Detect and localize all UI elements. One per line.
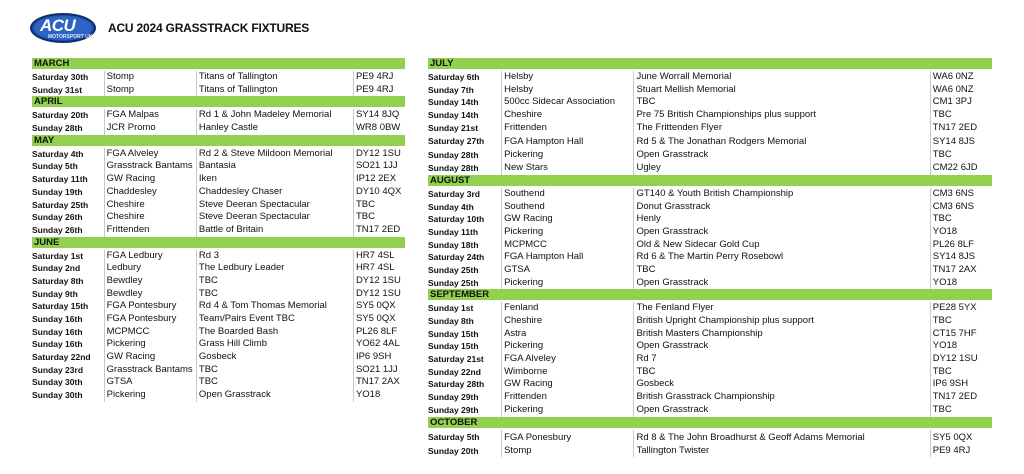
fixture-date: Sunday 15th	[428, 328, 479, 339]
fixture-venue: FGA Malpas	[104, 109, 196, 122]
fixture-date: Sunday 16th	[32, 326, 83, 337]
month-header-july: JULY	[428, 58, 992, 69]
fixture-date: Saturday 6th	[428, 72, 480, 82]
fixture-venue: Frittenden	[501, 122, 633, 135]
fixture-event: Gosbeck	[196, 351, 353, 364]
fixture-row	[32, 389, 405, 402]
fixture-postcode: PE28 5YX	[930, 302, 992, 315]
fixture-row	[32, 186, 405, 199]
fixture-row	[428, 366, 992, 379]
fixture-date: Sunday 15th	[428, 341, 479, 352]
fixture-event: Pre 75 British Championships plus support	[633, 109, 929, 122]
fixture-venue: Chaddesley	[104, 186, 196, 199]
fixture-event: British Upright Championship plus support	[633, 315, 929, 328]
fixture-postcode: IP6 9SH	[930, 378, 992, 391]
fixture-event: Steve Deeran Spectacular	[196, 199, 353, 212]
fixture-row	[32, 224, 405, 237]
fixture-event: Rd 1 & John Madeley Memorial	[196, 109, 353, 122]
fixture-event: The Fenland Flyer	[633, 302, 929, 315]
fixture-postcode: TBC	[930, 315, 992, 328]
fixture-row	[32, 71, 405, 84]
fixture-row	[428, 122, 992, 135]
fixture-postcode: WR8 0BW	[353, 122, 405, 135]
fixture-venue: Stomp	[501, 445, 633, 458]
fixture-row	[32, 122, 405, 135]
right-fixtures-column	[428, 58, 992, 457]
fixture-date: Saturday 24th	[428, 252, 485, 263]
fixture-event: Donut Grasstrack	[633, 201, 929, 214]
fixture-row	[428, 201, 992, 214]
fixture-date: Sunday 8th	[428, 316, 474, 326]
fixture-venue: 500cc Sidecar Association	[501, 96, 633, 109]
fixture-date: Saturday 1st	[32, 250, 84, 261]
fixture-row	[428, 353, 992, 366]
fixture-postcode: DY12 1SU	[930, 353, 992, 366]
fixture-date: Sunday 7th	[428, 84, 474, 95]
fixture-venue: Cheshire	[104, 211, 196, 224]
page-title: ACU 2024 GRASSTRACK FIXTURES	[108, 21, 310, 35]
fixture-venue: Stomp	[104, 84, 196, 97]
month-header-october: OCTOBER	[428, 417, 992, 428]
fixture-event: Stuart Mellish Memorial	[633, 84, 929, 97]
fixture-date: Sunday 31st	[32, 84, 83, 95]
fixture-row	[32, 313, 405, 326]
fixture-postcode: TN17 2AX	[930, 264, 992, 277]
fixture-postcode: PL26 8LF	[353, 326, 405, 339]
fixture-event: Open Grasstrack	[633, 404, 929, 417]
fixture-event: Bantasia	[196, 160, 353, 173]
fixture-venue: Pickering	[501, 226, 633, 239]
fixture-postcode: HR7 4SL	[353, 250, 405, 263]
fixture-row	[428, 96, 992, 109]
fixture-postcode: SY14 8JS	[930, 251, 992, 264]
fixture-row	[428, 162, 992, 175]
fixture-row	[428, 149, 992, 162]
fixture-row	[428, 134, 992, 149]
fixture-postcode: TBC	[930, 366, 992, 379]
fixture-postcode: SY5 0QX	[353, 313, 405, 326]
fixture-date: Saturday 11th	[32, 174, 88, 185]
fixture-venue: FGA Pontesbury	[104, 313, 196, 326]
fixture-event: TBC	[633, 264, 929, 277]
fixture-venue: Helsby	[501, 71, 633, 84]
month-header-august: AUGUST	[428, 175, 992, 186]
fixture-venue: Frittenden	[501, 391, 633, 404]
fixture-row	[32, 288, 405, 301]
fixture-event: Rd 8 & The John Broadhurst & Geoff Adams Memorial	[633, 430, 929, 445]
fixture-date: Saturday 22nd	[32, 352, 91, 363]
fixture-venue: Southend	[501, 188, 633, 201]
fixture-date: Sunday 11th	[428, 226, 479, 237]
fixture-date: Saturday 21st	[428, 354, 484, 365]
fixture-event: June Worrall Memorial	[633, 71, 929, 84]
fixture-row	[428, 71, 992, 84]
fixture-event: Rd 6 & The Martin Perry Rosebowl	[633, 251, 929, 264]
fixture-venue: Ledbury	[104, 262, 196, 275]
fixture-postcode: TBC	[930, 213, 992, 226]
logo-text: ACU	[40, 16, 76, 35]
fixture-row	[428, 378, 992, 391]
fixture-postcode: CM3 6NS	[930, 188, 992, 201]
fixture-row	[428, 239, 992, 252]
fixture-row	[32, 160, 405, 173]
month-header-september: SEPTEMBER	[428, 289, 992, 300]
fixture-postcode: TN17 2ED	[930, 122, 992, 135]
fixture-postcode: YO18	[930, 226, 992, 239]
fixture-venue: Stomp	[104, 71, 196, 84]
fixture-date: Sunday 16th	[32, 339, 83, 350]
fixture-postcode: SY14 8JS	[930, 134, 992, 149]
fixture-row	[32, 300, 405, 313]
fixture-event: Old & New Sidecar Gold Cup	[633, 239, 929, 252]
fixture-date: Sunday 30th	[32, 390, 83, 401]
fixture-date: Sunday 26th	[32, 212, 83, 223]
fixture-postcode: CM3 6NS	[930, 201, 992, 214]
fixture-postcode: CT15 7HF	[930, 328, 992, 341]
fixture-date: Sunday 25th	[428, 277, 479, 288]
fixture-row	[428, 264, 992, 277]
fixture-postcode: HR7 4SL	[353, 262, 405, 275]
fixture-postcode: TBC	[353, 199, 405, 212]
fixture-event: British Grasstrack Championship	[633, 391, 929, 404]
fixture-row	[428, 391, 992, 404]
fixture-row	[428, 445, 992, 458]
fixture-date: Sunday 20th	[428, 445, 479, 456]
page-header	[30, 8, 309, 48]
fixture-postcode: TN17 2ED	[353, 224, 405, 237]
fixture-event: Steve Deeran Spectacular	[196, 211, 353, 224]
fixture-postcode: TN17 2ED	[930, 391, 992, 404]
fixture-postcode: DY12 1SU	[353, 148, 405, 161]
fixture-venue: Grasstrack Bantams	[104, 364, 196, 377]
fixture-postcode: TBC	[930, 149, 992, 162]
fixture-row	[32, 84, 405, 97]
fixture-venue: Pickering	[104, 389, 196, 402]
month-header-may: MAY	[32, 135, 405, 146]
fixture-venue: FGA Ponesbury	[501, 430, 633, 445]
fixture-event: Open Grasstrack	[633, 277, 929, 290]
fixture-venue: FGA Hampton Hall	[501, 134, 633, 149]
fixture-venue: Bewdley	[104, 275, 196, 288]
fixture-row	[428, 213, 992, 226]
fixture-row	[32, 211, 405, 224]
fixture-date: Sunday 28th	[428, 150, 479, 161]
fixture-row	[428, 340, 992, 353]
fixture-postcode: DY10 4QX	[353, 186, 405, 199]
fixture-venue: Bewdley	[104, 288, 196, 301]
fixture-event: TBC	[196, 376, 353, 389]
fixture-event: Hanley Castle	[196, 122, 353, 135]
fixture-row	[32, 364, 405, 377]
fixture-venue: FGA Ledbury	[104, 250, 196, 263]
fixture-date: Sunday 26th	[32, 224, 83, 235]
fixture-venue: GTSA	[501, 264, 633, 277]
fixture-postcode: DY12 1SU	[353, 275, 405, 288]
fixture-event: Tallington Twister	[633, 445, 929, 458]
fixture-row	[32, 338, 405, 351]
fixture-row	[428, 315, 992, 328]
fixture-postcode: PE9 4RJ	[353, 71, 405, 84]
fixture-date: Sunday 30th	[32, 377, 83, 388]
fixture-venue: Cheshire	[501, 315, 633, 328]
fixture-date: Sunday 23rd	[32, 364, 84, 375]
fixture-postcode: SY14 8JQ	[353, 109, 405, 122]
fixture-venue: FGA Pontesbury	[104, 300, 196, 313]
month-header-april: APRIL	[32, 96, 405, 107]
fixture-event: Gosbeck	[633, 378, 929, 391]
month-header-june: JUNE	[32, 237, 405, 248]
fixture-event: Rd 5 & The Jonathan Rodgers Memorial	[633, 134, 929, 149]
fixture-row	[32, 351, 405, 364]
fixture-venue: GTSA	[104, 376, 196, 389]
fixture-date: Saturday 20th	[32, 110, 89, 121]
fixture-date: Saturday 3rd	[428, 188, 480, 199]
fixture-event: GT140 & Youth British Championship	[633, 188, 929, 201]
fixture-date: Sunday 25th	[428, 264, 479, 275]
acu-logo	[30, 11, 98, 45]
fixture-date: Sunday 14th	[428, 97, 479, 108]
fixture-venue: Pickering	[501, 149, 633, 162]
fixture-postcode: TBC	[353, 211, 405, 224]
fixture-venue: GW Racing	[104, 173, 196, 186]
fixture-row	[32, 250, 405, 263]
fixture-event: Titans of Tallington	[196, 84, 353, 97]
fixture-date: Sunday 22nd	[428, 366, 481, 377]
fixture-date: Sunday 2nd	[32, 263, 81, 274]
fixture-venue: GW Racing	[501, 213, 633, 226]
fixture-event: The Ledbury Leader	[196, 262, 353, 275]
fixture-event: TBC	[196, 275, 353, 288]
fixture-postcode: WA6 0NZ	[930, 71, 992, 84]
fixture-postcode: YO18	[930, 340, 992, 353]
fixture-venue: Astra	[501, 328, 633, 341]
fixture-postcode: TBC	[930, 404, 992, 417]
fixture-venue: New Stars	[501, 162, 633, 175]
fixture-row	[428, 251, 992, 264]
fixture-event: TBC	[633, 366, 929, 379]
fixture-row	[428, 404, 992, 417]
fixture-date: Sunday 14th	[428, 110, 479, 121]
fixture-event: TBC	[196, 364, 353, 377]
fixture-date: Saturday 25th	[32, 199, 89, 210]
fixture-date: Sunday 29th	[428, 392, 479, 403]
fixture-venue: Pickering	[501, 277, 633, 290]
fixture-postcode: SY5 0QX	[930, 430, 992, 445]
fixture-event: Iken	[196, 173, 353, 186]
fixture-venue: Grasstrack Bantams	[104, 160, 196, 173]
fixture-row	[428, 277, 992, 290]
logo-subtext: MOTORSPORT UK	[48, 34, 93, 40]
fixture-date: Saturday 27th	[428, 136, 485, 147]
fixture-venue: FGA Alveley	[104, 148, 196, 161]
fixture-postcode: YO62 4AL	[353, 338, 405, 351]
fixture-row	[428, 430, 992, 445]
fixture-date: Saturday 8th	[32, 275, 84, 286]
fixture-venue: Fenland	[501, 302, 633, 315]
fixture-date: Sunday 4th	[428, 201, 474, 212]
fixture-postcode: SO21 1JJ	[353, 160, 405, 173]
fixture-event: Titans of Tallington	[196, 71, 353, 84]
fixture-date: Saturday 28th	[428, 379, 485, 390]
month-header-march: MARCH	[32, 58, 405, 69]
fixture-postcode: YO18	[930, 277, 992, 290]
fixture-event: TBC	[196, 288, 353, 301]
fixture-venue: Frittenden	[104, 224, 196, 237]
fixture-event: Open Grasstrack	[633, 149, 929, 162]
fixture-postcode: CM1 3PJ	[930, 96, 992, 109]
fixture-date: Saturday 30th	[32, 72, 89, 82]
fixture-date: Sunday 18th	[428, 239, 479, 250]
fixture-event: Chaddesley Chaser	[196, 186, 353, 199]
fixture-venue: FGA Hampton Hall	[501, 251, 633, 264]
fixture-event: Rd 3	[196, 250, 353, 263]
fixture-event: The Boarded Bash	[196, 326, 353, 339]
left-fixtures-column	[32, 58, 405, 402]
fixture-postcode: PL26 8LF	[930, 239, 992, 252]
fixture-venue: Southend	[501, 201, 633, 214]
fixture-postcode: TN17 2AX	[353, 376, 405, 389]
fixture-venue: Cheshire	[501, 109, 633, 122]
fixture-postcode: PE9 4RJ	[930, 445, 992, 458]
fixture-venue: Pickering	[501, 404, 633, 417]
fixture-postcode: PE9 4RJ	[353, 84, 405, 97]
fixture-row	[428, 302, 992, 315]
fixture-venue: GW Racing	[501, 378, 633, 391]
fixture-event: TBC	[633, 96, 929, 109]
fixture-venue: Pickering	[501, 340, 633, 353]
fixture-date: Sunday 9th	[32, 288, 78, 299]
fixture-date: Sunday 5th	[32, 161, 78, 172]
fixture-postcode: CM22 6JD	[930, 162, 992, 175]
fixture-venue: MCPMCC	[501, 239, 633, 252]
fixture-event: Grass Hill Climb	[196, 338, 353, 351]
fixture-postcode: SO21 1JJ	[353, 364, 405, 377]
fixture-event: Henly	[633, 213, 929, 226]
fixture-row	[428, 109, 992, 122]
fixture-row	[32, 326, 405, 339]
fixture-event: Ugley	[633, 162, 929, 175]
fixture-date: Sunday 29th	[428, 404, 479, 415]
fixture-event: Rd 4 & Tom Thomas Memorial	[196, 300, 353, 313]
fixture-venue: GW Racing	[104, 351, 196, 364]
fixture-row	[428, 188, 992, 201]
fixture-event: Team/Pairs Event TBC	[196, 313, 353, 326]
fixture-event: Battle of Britain	[196, 224, 353, 237]
fixture-venue: FGA Alveley	[501, 353, 633, 366]
fixture-date: Sunday 28th	[428, 163, 479, 174]
fixture-event: The Frittenden Flyer	[633, 122, 929, 135]
fixture-date: Sunday 1st	[428, 303, 474, 314]
fixture-row	[428, 328, 992, 341]
fixture-postcode: TBC	[930, 109, 992, 122]
fixture-row	[32, 262, 405, 275]
fixture-postcode: IP12 2EX	[353, 173, 405, 186]
fixture-postcode: WA6 0NZ	[930, 84, 992, 97]
fixture-row	[32, 109, 405, 122]
fixture-postcode: IP6 9SH	[353, 351, 405, 364]
fixture-venue: MCPMCC	[104, 326, 196, 339]
fixture-row	[428, 226, 992, 239]
fixture-date: Sunday 19th	[32, 186, 83, 197]
fixture-venue: Helsby	[501, 84, 633, 97]
fixture-row	[428, 84, 992, 97]
fixture-venue: Cheshire	[104, 199, 196, 212]
fixture-event: Rd 2 & Steve Mildoon Memorial	[196, 148, 353, 161]
fixture-row	[32, 173, 405, 186]
fixture-row	[32, 199, 405, 212]
fixture-postcode: DY12 1SU	[353, 288, 405, 301]
fixture-venue: JCR Promo	[104, 122, 196, 135]
fixture-postcode: SY5 0QX	[353, 300, 405, 313]
fixture-date: Saturday 4th	[32, 148, 84, 159]
fixture-event: Open Grasstrack	[633, 340, 929, 353]
fixture-venue: Wimborne	[501, 366, 633, 379]
fixture-venue: Pickering	[104, 338, 196, 351]
fixture-date: Sunday 28th	[32, 123, 83, 134]
fixture-postcode: YO18	[353, 389, 405, 402]
fixture-date: Sunday 21st	[428, 122, 479, 133]
fixture-date: Saturday 15th	[32, 301, 89, 312]
fixture-date: Sunday 16th	[32, 314, 83, 324]
fixture-event: Open Grasstrack	[633, 226, 929, 239]
fixture-row	[32, 148, 405, 161]
fixture-row	[32, 376, 405, 389]
fixture-event: Rd 7	[633, 353, 929, 366]
fixture-date: Saturday 5th	[428, 431, 480, 442]
fixture-date: Saturday 10th	[428, 214, 485, 225]
fixture-event: Open Grasstrack	[196, 389, 353, 402]
fixture-event: British Masters Championship	[633, 328, 929, 341]
fixture-row	[32, 275, 405, 288]
